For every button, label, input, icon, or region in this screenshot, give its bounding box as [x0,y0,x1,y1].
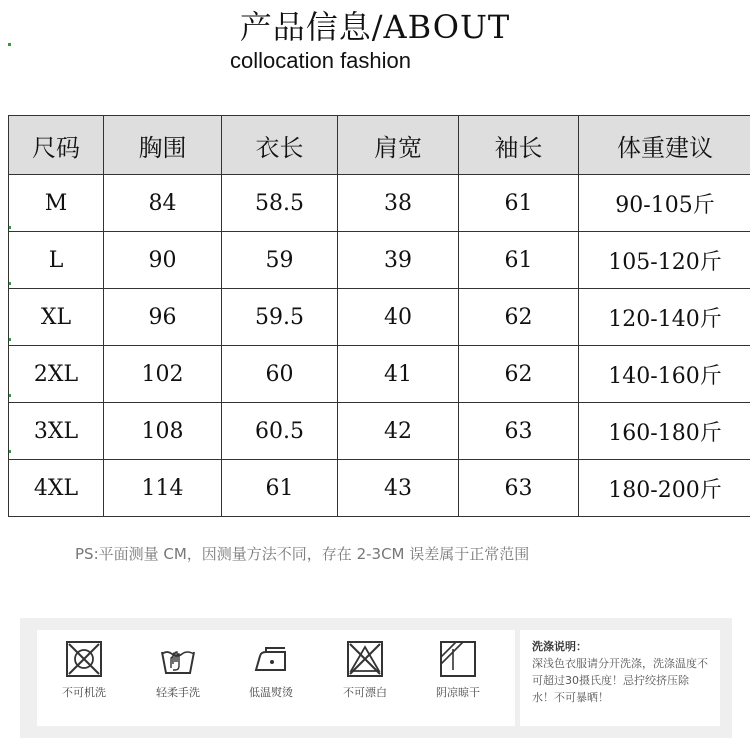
column-header-weight: 体重建议 [579,116,750,175]
no-bleach-icon [346,640,384,678]
table-cell: 90 [104,232,222,289]
table-cell: 120-140斤 [579,289,750,346]
table-cell: M [9,175,104,232]
table-cell: L [9,232,104,289]
page-title: 产品信息/ABOUT [239,8,511,46]
table-row [9,289,750,346]
table-cell: 62 [459,289,579,346]
care-item-shade-dry [423,640,493,700]
care-icons-box [37,630,515,726]
no-machine-wash-icon [65,640,103,678]
table-cell: 63 [459,460,579,517]
care-instructions-body: 深浅色衣服请分开洗涤，洗涤温度不可超过30摄氏度！忌拧绞挤压除水！不可暴晒！ [532,657,708,704]
table-row [9,232,750,289]
table-cell: 60 [222,346,338,403]
care-item-no-bleach [330,640,400,700]
table-cell: 108 [104,403,222,460]
care-instructions-title: 洗涤说明： [532,640,587,653]
table-cell: 58.5 [222,175,338,232]
care-item-low-temp-iron [236,640,306,700]
table-cell: 63 [459,403,579,460]
care-instructions-panel [20,618,732,738]
care-label: 不可机洗 [62,686,106,699]
accent-dot [8,43,11,46]
column-header-length: 衣长 [222,116,338,175]
table-cell: 3XL [9,403,104,460]
table-cell: 62 [459,346,579,403]
table-cell: 60.5 [222,403,338,460]
shade-dry-icon [439,640,477,678]
column-header-chest: 胸围 [104,116,222,175]
size-chart-table [8,115,750,517]
page-subtitle: collocation fashion [230,48,412,73]
care-label: 不可漂白 [343,686,387,699]
table-cell: 61 [459,175,579,232]
table-cell: 4XL [9,460,104,517]
table-cell: 38 [338,175,459,232]
table-cell: 59 [222,232,338,289]
table-cell: 59.5 [222,289,338,346]
table-cell: 39 [338,232,459,289]
table-cell: 102 [104,346,222,403]
table-cell: 84 [104,175,222,232]
table-cell: XL [9,289,104,346]
table-row [9,403,750,460]
column-header-sleeve: 袖长 [459,116,579,175]
table-cell: 180-200斤 [579,460,750,517]
column-header-size: 尺码 [9,116,104,175]
care-label: 轻柔手洗 [156,686,200,699]
table-cell: 140-160斤 [579,346,750,403]
table-cell: 2XL [9,346,104,403]
table-cell: 96 [104,289,222,346]
table-cell: 61 [459,232,579,289]
hand-wash-icon [159,640,197,678]
table-cell: 41 [338,346,459,403]
care-item-no-machine-wash [49,640,119,700]
table-cell: 42 [338,403,459,460]
column-header-shoulder: 肩宽 [338,116,459,175]
table-row [9,175,750,232]
table-row [9,460,750,517]
table-row [9,346,750,403]
table-cell: 61 [222,460,338,517]
table-cell: 160-180斤 [579,403,750,460]
table-cell: 43 [338,460,459,517]
table-cell: 105-120斤 [579,232,750,289]
table-cell: 90-105斤 [579,175,750,232]
table-header-row [9,116,750,175]
table-cell: 114 [104,460,222,517]
care-item-hand-wash [143,640,213,700]
care-instructions-text [520,630,720,726]
care-label: 低温熨烫 [249,686,293,699]
measurement-note: PS:平面测量 CM，因测量方法不同，存在 2-3CM 误差属于正常范围 [75,545,530,563]
care-label: 阴凉晾干 [436,686,480,699]
table-cell: 40 [338,289,459,346]
low-temp-iron-icon [252,640,290,678]
